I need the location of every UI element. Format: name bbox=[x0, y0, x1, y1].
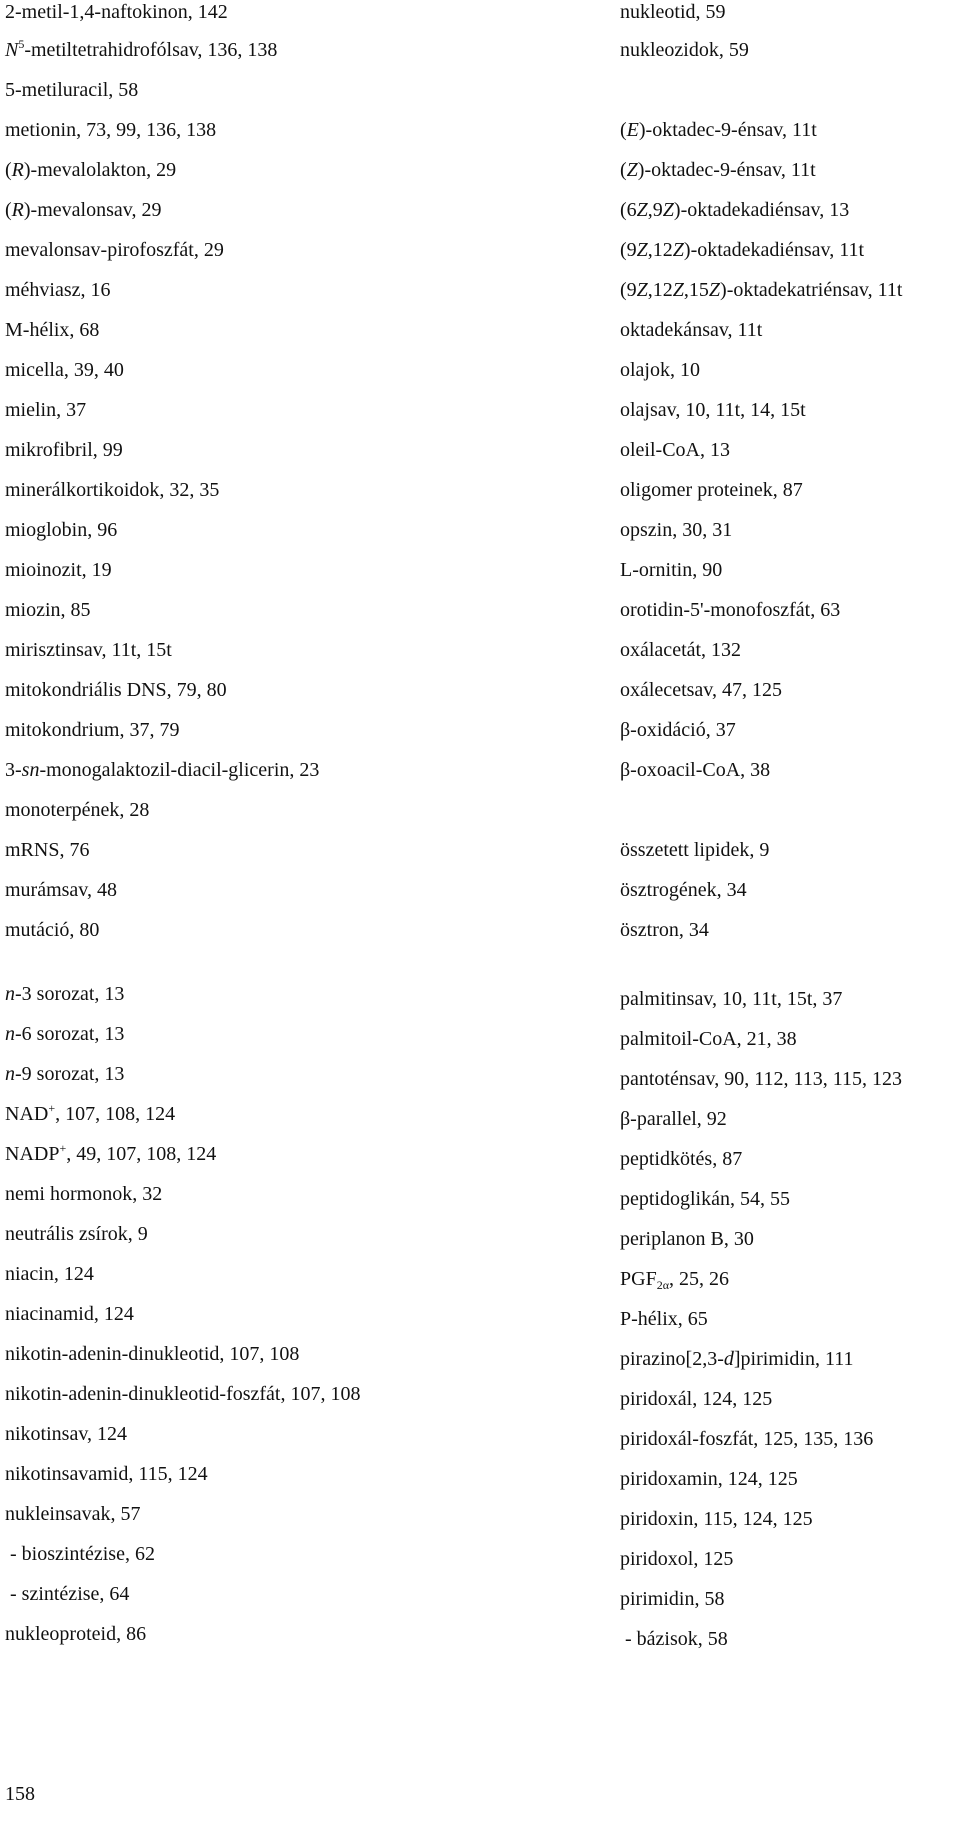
index-entry-text: NAD bbox=[5, 1103, 49, 1125]
index-entry-text: ( bbox=[620, 159, 627, 181]
index-entry-text: -9 sorozat, 13 bbox=[15, 1063, 125, 1085]
index-entry bbox=[620, 918, 709, 942]
index-entry-text: 5-metiluracil, 58 bbox=[5, 79, 139, 101]
index-entry bbox=[5, 1182, 162, 1206]
index-entry bbox=[620, 0, 726, 24]
index-entry bbox=[620, 1627, 728, 1651]
index-entry-text: nukleozidok, 59 bbox=[620, 39, 749, 61]
index-entry-text: olajok, 10 bbox=[620, 359, 700, 381]
index-entry-text: nikotinsavamid, 115, 124 bbox=[5, 1463, 208, 1485]
index-entry bbox=[620, 238, 864, 262]
index-entry bbox=[5, 158, 176, 182]
index-entry bbox=[5, 1302, 134, 1326]
index-entry bbox=[620, 318, 762, 342]
index-entry-text: )-mevalolakton, 29 bbox=[23, 159, 177, 181]
index-entry bbox=[620, 1067, 902, 1091]
index-entry bbox=[5, 838, 89, 862]
index-entry-text: niacin, 124 bbox=[5, 1263, 94, 1285]
index-entry bbox=[620, 1147, 742, 1171]
index-entry-text: micella, 39, 40 bbox=[5, 359, 124, 381]
index-entry-text: mevalonsav-pirofoszfát, 29 bbox=[5, 239, 224, 261]
index-entry bbox=[620, 1587, 724, 1611]
index-entry bbox=[620, 478, 803, 502]
index-entry-text: β-parallel, 92 bbox=[620, 1108, 727, 1130]
index-entry-text: nukleotid, 59 bbox=[620, 1, 726, 23]
index-entry-text: d bbox=[723, 1348, 734, 1370]
index-entry-text: piridoxol, 125 bbox=[620, 1548, 734, 1570]
index-entry bbox=[5, 1462, 208, 1486]
index-entry-text: -6 sorozat, 13 bbox=[15, 1023, 125, 1045]
index-entry-text: R bbox=[11, 199, 24, 221]
index-entry-text: piridoxin, 115, 124, 125 bbox=[620, 1508, 813, 1530]
index-entry bbox=[5, 1422, 127, 1446]
index-entry bbox=[5, 1222, 148, 1246]
index-entry-text: pirazino[2,3- bbox=[620, 1348, 724, 1370]
index-entry-text: Z bbox=[626, 159, 638, 181]
index-entry bbox=[5, 1502, 141, 1526]
index-entry-text: minerálkortikoidok, 32, 35 bbox=[5, 479, 220, 501]
index-entry-text: )-oktadec-9-énsav, 11t bbox=[637, 159, 816, 181]
index-entry-text: oktadekánsav, 11t bbox=[620, 319, 763, 341]
index-entry-text: - bázisok, 58 bbox=[620, 1628, 728, 1650]
index-entry-text: oxálacetát, 132 bbox=[620, 639, 742, 661]
index-entry bbox=[5, 438, 123, 462]
index-entry bbox=[5, 878, 117, 902]
index-entry-text: , 49, 107, 108, 124 bbox=[66, 1143, 217, 1165]
index-entry-text: ,12 bbox=[647, 279, 673, 301]
index-entry-text: L-ornitin, 90 bbox=[620, 559, 723, 581]
index-entry bbox=[620, 1387, 772, 1411]
index-entry-text: ,15 bbox=[683, 279, 709, 301]
index-entry bbox=[5, 598, 91, 622]
index-entry bbox=[620, 987, 842, 1011]
index-entry-text: P-hélix, 65 bbox=[620, 1308, 708, 1330]
index-entry-text: mirisztinsav, 11t, 15t bbox=[5, 639, 172, 661]
index-entry-text: nikotin-adenin-dinukleotid-foszfát, 107, 108 bbox=[5, 1383, 361, 1405]
index-entry bbox=[5, 918, 99, 942]
index-entry bbox=[620, 438, 730, 462]
index-entry-text: nemi hormonok, 32 bbox=[5, 1183, 163, 1205]
index-entry bbox=[5, 1342, 299, 1366]
index-entry-text: n bbox=[5, 983, 15, 1005]
index-entry bbox=[5, 1542, 155, 1566]
index-entry-text: metionin, 73, 99, 136, 138 bbox=[5, 119, 217, 141]
index-entry bbox=[5, 118, 216, 142]
index-entry-text: ( bbox=[5, 199, 12, 221]
index-entry-text: - szintézise, 64 bbox=[5, 1583, 130, 1605]
index-entry bbox=[5, 318, 99, 342]
index-entry bbox=[620, 878, 747, 902]
index-entry-text: )-oktadekatriénsav, 11t bbox=[720, 279, 903, 301]
index-entry-text: periplanon B, 30 bbox=[620, 1228, 754, 1250]
index-entry-text: -monogalaktozil-diacil-glicerin, 23 bbox=[39, 759, 320, 781]
index-entry-text: + bbox=[59, 1141, 67, 1155]
index-entry bbox=[5, 518, 117, 542]
index-entry bbox=[5, 1062, 124, 1086]
index-entry-text: mioglobin, 96 bbox=[5, 519, 118, 541]
index-entry-text: R bbox=[11, 159, 24, 181]
index-entry-text: miozin, 85 bbox=[5, 599, 91, 621]
index-entry bbox=[5, 718, 179, 742]
index-entry-text: PGF bbox=[620, 1268, 657, 1290]
index-entry-text: NADP bbox=[5, 1143, 60, 1165]
index-entry bbox=[5, 238, 224, 262]
index-entry-text: mikrofibril, 99 bbox=[5, 439, 123, 461]
index-entry bbox=[620, 598, 840, 622]
index-entry bbox=[620, 1467, 798, 1491]
index-entry-text: opszin, 30, 31 bbox=[620, 519, 733, 541]
index-entry-text: n bbox=[5, 1023, 15, 1045]
index-entry bbox=[5, 78, 138, 102]
index-entry-text: (9 bbox=[620, 279, 637, 301]
index-entry bbox=[620, 678, 782, 702]
index-entry bbox=[620, 1267, 729, 1291]
index-entry-text: Z bbox=[708, 279, 721, 301]
index-entry bbox=[5, 1142, 216, 1166]
index-entry-text: ,12 bbox=[647, 239, 673, 261]
index-entry-text: 5 bbox=[18, 37, 25, 51]
index-entry bbox=[5, 1102, 175, 1126]
index-entry bbox=[5, 758, 319, 782]
index-entry-text: + bbox=[48, 1101, 56, 1115]
index-entry bbox=[5, 1262, 94, 1286]
index-entry bbox=[5, 1022, 124, 1046]
index-entry-text: piridoxál-foszfát, 125, 135, 136 bbox=[620, 1428, 874, 1450]
index-entry-text: Z bbox=[672, 279, 684, 301]
index-entry-text: pantoténsav, 90, 112, 113, 115, 123 bbox=[620, 1068, 903, 1090]
index-entry bbox=[5, 38, 277, 62]
index-entry bbox=[5, 0, 228, 24]
index-entry bbox=[620, 1547, 733, 1571]
index-entry bbox=[5, 478, 219, 502]
index-entry bbox=[620, 358, 700, 382]
index-entry-text: oxálecetsav, 47, 125 bbox=[620, 679, 782, 701]
index-entry-text: , 107, 108, 124 bbox=[55, 1103, 176, 1125]
index-entry-text: ( bbox=[5, 159, 12, 181]
index-entry bbox=[620, 518, 732, 542]
index-entry-text: mutáció, 80 bbox=[5, 919, 100, 941]
index-entry bbox=[5, 798, 149, 822]
index-entry-text: olajsav, 10, 11t, 14, 15t bbox=[620, 399, 806, 421]
index-entry-text: N bbox=[5, 39, 19, 61]
index-entry-text: méhviasz, 16 bbox=[5, 279, 111, 301]
index-entry-text: β-oxoacil-CoA, 38 bbox=[620, 759, 771, 781]
index-entry bbox=[620, 1107, 727, 1131]
index-entry bbox=[5, 198, 161, 222]
index-entry bbox=[5, 1582, 129, 1606]
index-entry-text: monoterpének, 28 bbox=[5, 799, 150, 821]
index-entry-text: mitokondrium, 37, 79 bbox=[5, 719, 180, 741]
index-entry-text: összetett lipidek, 9 bbox=[620, 839, 770, 861]
index-entry-text: Z bbox=[636, 199, 648, 221]
index-entry bbox=[5, 278, 111, 302]
index-entry-text: n bbox=[5, 1063, 15, 1085]
index-entry bbox=[5, 638, 172, 662]
index-entry-text: 2-metil-1,4-naftokinon, 142 bbox=[5, 1, 228, 23]
index-entry bbox=[620, 118, 817, 142]
index-entry-text: orotidin-5'-monofoszfát, 63 bbox=[620, 599, 841, 621]
index-entry-text: ösztron, 34 bbox=[620, 919, 709, 941]
index-entry-text: ]pirimidin, 111 bbox=[733, 1348, 854, 1370]
index-entry-text: mitokondriális DNS, 79, 80 bbox=[5, 679, 227, 701]
index-entry-text: Z bbox=[672, 239, 684, 261]
index-entry-text: oligomer proteinek, 87 bbox=[620, 479, 803, 501]
index-entry bbox=[5, 558, 112, 582]
index-entry-text: nikotin-adenin-dinukleotid, 107, 108 bbox=[5, 1343, 300, 1365]
index-entry-text: niacinamid, 124 bbox=[5, 1303, 134, 1325]
index-entry-text: )-mevalonsav, 29 bbox=[23, 199, 162, 221]
index-entry-text: -3 sorozat, 13 bbox=[15, 983, 125, 1005]
index-entry-text: (6 bbox=[620, 199, 637, 221]
index-entry-text: )-oktadekadiénsav, 13 bbox=[673, 199, 850, 221]
index-entry-text: peptidoglikán, 54, 55 bbox=[620, 1188, 790, 1210]
index-entry bbox=[5, 982, 124, 1006]
index-entry bbox=[620, 1227, 754, 1251]
index-entry-text: β-oxidáció, 37 bbox=[620, 719, 736, 741]
index-entry bbox=[620, 1427, 873, 1451]
index-entry-text: ,9 bbox=[647, 199, 663, 221]
index-entry-text: ( bbox=[620, 119, 627, 141]
index-entry-text: sn bbox=[21, 759, 40, 781]
index-entry bbox=[620, 558, 722, 582]
index-entry bbox=[620, 838, 769, 862]
index-entry-text: , 25, 26 bbox=[669, 1268, 729, 1290]
index-entry-text: neutrális zsírok, 9 bbox=[5, 1223, 148, 1245]
index-entry bbox=[5, 1382, 360, 1406]
index-entry-text: ösztrogének, 34 bbox=[620, 879, 747, 901]
index-entry-text: )-oktadekadiénsav, 11t bbox=[683, 239, 865, 261]
index-entry-text: palmitoil-CoA, 21, 38 bbox=[620, 1028, 797, 1050]
index-entry-text: )-oktadec-9-énsav, 11t bbox=[638, 119, 817, 141]
index-entry-text: nukleoproteid, 86 bbox=[5, 1623, 147, 1645]
index-entry bbox=[620, 38, 749, 62]
index-entry bbox=[620, 1307, 708, 1331]
index-entry-text: palmitinsav, 10, 11t, 15t, 37 bbox=[620, 988, 843, 1010]
index-entry-text: pirimidin, 58 bbox=[620, 1588, 725, 1610]
index-entry bbox=[620, 158, 816, 182]
index-entry-text: Z bbox=[636, 279, 648, 301]
index-entry bbox=[620, 1027, 797, 1051]
index-entry-text: (9 bbox=[620, 239, 637, 261]
index-entry bbox=[620, 198, 849, 222]
index-entry bbox=[620, 278, 902, 302]
index-entry bbox=[620, 1187, 790, 1211]
index-entry bbox=[5, 398, 86, 422]
index-entry bbox=[620, 398, 806, 422]
index-entry-text: - bioszintézise, 62 bbox=[5, 1543, 155, 1565]
index-entry-text: Z bbox=[662, 199, 674, 221]
index-entry bbox=[5, 678, 227, 702]
index-entry-text: 2α bbox=[656, 1278, 669, 1292]
index-entry-text: -metiltetrahidrofólsav, 136, 138 bbox=[24, 39, 278, 61]
index-entry-text: murámsav, 48 bbox=[5, 879, 118, 901]
index-entry-text: oleil-CoA, 13 bbox=[620, 439, 730, 461]
index-entry bbox=[620, 758, 770, 782]
index-entry-text: E bbox=[626, 119, 639, 141]
index-entry bbox=[620, 718, 736, 742]
index-entry-text: mRNS, 76 bbox=[5, 839, 90, 861]
index-entry-text: 3- bbox=[5, 759, 22, 781]
index-entry-text: Z bbox=[636, 239, 648, 261]
index-entry bbox=[5, 1622, 146, 1646]
index-entry bbox=[620, 1347, 853, 1371]
index-entry-text: nikotinsav, 124 bbox=[5, 1423, 128, 1445]
index-entry-text: piridoxamin, 124, 125 bbox=[620, 1468, 798, 1490]
index-entry bbox=[620, 1507, 813, 1531]
index-entry-text: M-hélix, 68 bbox=[5, 319, 100, 341]
index-entry bbox=[5, 358, 124, 382]
index-entry-text: mioinozit, 19 bbox=[5, 559, 112, 581]
index-entry-text: mielin, 37 bbox=[5, 399, 87, 421]
index-entry bbox=[620, 638, 741, 662]
index-entry-text: peptidkötés, 87 bbox=[620, 1148, 743, 1170]
index-entry-text: piridoxál, 124, 125 bbox=[620, 1388, 773, 1410]
index-entry-text: nukleinsavak, 57 bbox=[5, 1503, 141, 1525]
page-number: 158 bbox=[5, 1783, 35, 1805]
